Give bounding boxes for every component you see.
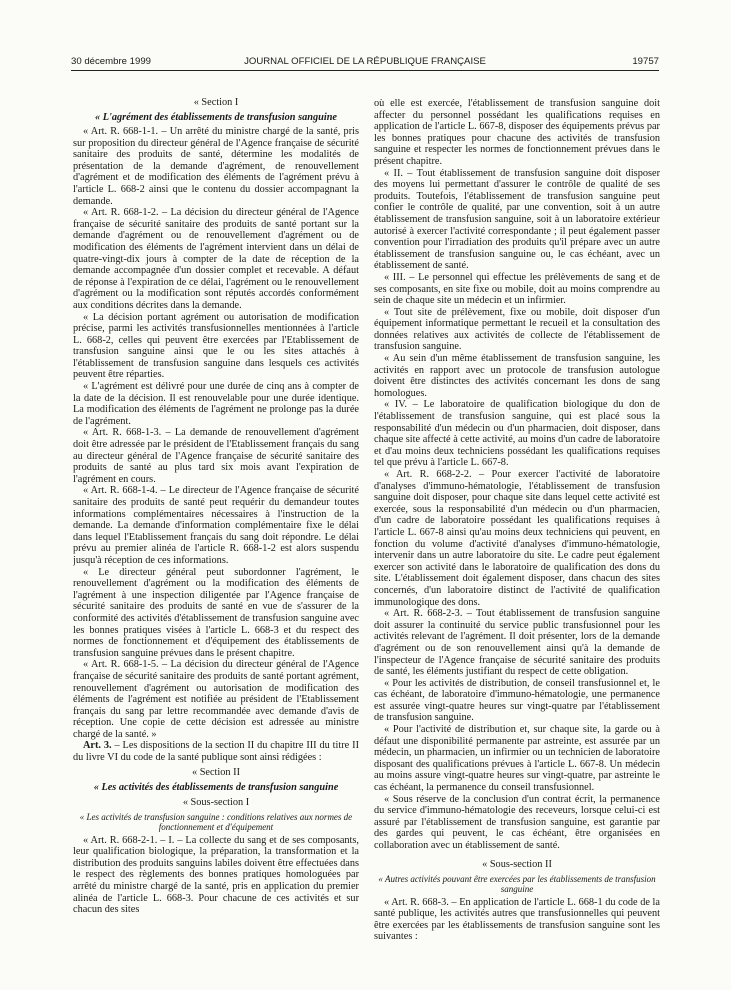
body-paragraph: « IV. – Le laboratoire de qualification biologique du don de l'établissement de transfusion sanguine, qui est placé sous la responsabilité d'un médecin ou d'un pharmacien, doit disposer, dans chaque site affecté à cette activité, au moins d'un cadre de laboratoire et d'au moins deux techniciens possédant les qualifications requises tel que prévu à l'article L. 667-8.	[374, 399, 660, 469]
body-paragraph: « Tout site de prélèvement, fixe ou mobile, doit disposer d'un équipement informatique permettant le recueil et la consultation des données relatives aux activités de collecte de l'établissement de transfusion sanguine.	[374, 306, 660, 353]
right-column	[374, 98, 660, 978]
left-column	[73, 94, 359, 974]
article-text: – Les dispositions de la section II du chapitre III du titre II du livre VI du code de la santé publique sont ainsi rédigées :	[73, 740, 359, 764]
spacer	[374, 852, 660, 856]
header-date: 30 décembre 1999	[71, 56, 152, 67]
section-subheading: « Les activités des établissements de transfusion sanguine	[93, 781, 339, 793]
header-rule	[71, 70, 659, 71]
body-paragraph: « Art. R. 668-2-1. – I. – La collecte du sang et de ses composants, leur qualification biologique, la préparation, la transformation et la distribution des produits sanguins labiles doivent être effectuées dans le respect des règlements des bonnes pratiques homologuées par arrêté du ministre chargé de la santé, pris en application du premier alinéa de l'article L. 668-3. Pour chacune de ces activités et sur chacun des sites	[73, 834, 359, 916]
article-number: Art. 3.	[83, 740, 112, 752]
section-subheading: « L'agrément des établissements de transfusion sanguine	[94, 112, 337, 123]
body-paragraph: « Art. R. 668-1-2. – La décision du directeur général de l'Agence française de sécurité sanitaire des produits de santé portant sur la demande d'agrément ou de renouvellement d'agrément ou de modification des éléments de l'agrément intervient dans un délai de quatre-vingt-dix jours à compter de la date de réception de la demande accompagnée d'un dossier complet et recevable. A défaut de réponse à l'expiration de ce délai, l'agrément ou le renouvellement d'agrément ou la modification sont réputés accordés conformément aux conditions décrites dans la demande.	[73, 207, 359, 311]
body-paragraph: « Art. R. 668-2-3. – Tout établissement de transfusion sanguine doit assurer la continuité du service public transfusionnel pour les activités relevant de l'agrément. Il doit présenter, lors de la demande d'agrément ou de son renouvellement ainsi qu'à la demande de l'inspecteur de l'Agence française de sécurité sanitaire des produits de santé, les éléments justifiant du respect de cette obligation.	[374, 608, 660, 678]
body-paragraph: où elle est exercée, l'établissement de transfusion sanguine doit affecter du personnel possédant les qualifications requises en application de l'article L. 667-8, disposer des équipements prévus par les bonnes pratiques pour chacune des activités de transfusion sanguine et respecter les normes de fonctionnement prévues dans le présent chapitre.	[374, 98, 660, 167]
body-paragraph: « Art. R. 668-3. – En application de l'article L. 668-1 du code de la santé publique, les activités autres que transfusionnelles qui peuvent être exercées par les établissements de transfusion sanguine sont les suivantes :	[374, 896, 660, 943]
body-paragraph: « Art. R. 668-1-4. – Le directeur de l'Agence française de sécurité sanitaire des produits de santé peut requérir du demandeur toutes informations complémentaires nécessaires à l'instruction de la demande. La demande d'information complémentaire fixe le délai dans lequel l'Etablissement français du sang doit répondre. Le délai prévu au premier alinéa de l'article R. 668-1-2 est alors suspendu jusqu'à réception de ces informations.	[73, 485, 359, 566]
body-paragraph: « Art. R. 668-2-2. – Pour exercer l'activité de laboratoire d'analyses d'immuno-hématologie, l'établissement de transfusion sanguine doit disposer, pour chaque site dans lequel cette activité est exercée, sous la responsabilité d'un médecin ou d'un pharmacien, d'un cadre de laboratoire possédant les qualifications requises à l'article L. 667-8 ainsi qu'au moins deux techniciens qui peuvent, en fonction du volume d'activité d'analyses d'immuno-hématologie, intervenir dans un autre laboratoire du site. Le cadre peut également exercer son activité dans le laboratoire de qualification des dons du site. L'établissement doit également disposer, dans chacun des sites concernés, d'un laboratoire distinct de l'activité de qualification immunologique des dons.	[374, 469, 660, 608]
body-paragraph: « Pour les activités de distribution, de conseil transfusionnel et, le cas échéant, de laboratoire d'immuno-hématologie, une permanence est assurée vingt-quatre heures sur vingt-quatre par l'établissement de transfusion sanguine.	[374, 677, 660, 724]
section-heading: « Section I	[193, 97, 239, 108]
section-heading: « Section II	[191, 766, 241, 778]
header-journal-title: JOURNAL OFFICIEL DE LA RÉPUBLIQUE FRANÇAISE	[244, 56, 486, 67]
section-heading: « Sous-section II	[482, 858, 552, 870]
section-subheading: « Autres activités pouvant être exercées par les établissements de transfusion sanguine	[378, 873, 656, 895]
section-heading: « Sous-section I	[182, 796, 250, 808]
section-subheading: « Les activités de transfusion sanguine : conditions relatives aux normes de fonctionnement et d'équipement	[79, 811, 353, 833]
body-paragraph: « Art. R. 668-1-5. – La décision du directeur général de l'Agence française de sécurité sanitaire des produits de santé portant agrément, renouvellement d'agrément ou autorisation de modification des éléments de l'agrément est notifiée au président de l'Etablissement français du sang par lettre recommandée avec demande d'avis de réception. Une copie de cette décision est adressée au ministre chargé de la santé. »	[73, 659, 359, 740]
article-paragraph	[73, 740, 359, 763]
body-paragraph: « Art. R. 668-1-1. – Un arrêté du ministre chargé de la santé, pris sur proposition du directeur général de l'Agence française de sécurité sanitaire des produits de santé, détermine les modalités de présentation de la demande d'agrément, de renouvellement d'agrément et de modification des éléments de l'agrément prévu à l'article L. 668-2 ainsi que le contenu du dossier accompagnant la demande.	[73, 126, 359, 207]
body-paragraph: « L'agrément est délivré pour une durée de cinq ans à compter de la date de la décision. Il est renouvelable pour une durée identique. La modification des éléments de l'agrément ne prolonge pas la durée de l'agrément.	[73, 381, 359, 427]
body-paragraph: « La décision portant agrément ou autorisation de modification précise, parmi les activités transfusionnelles mentionnées à l'article L. 668-2, celles qui peuvent être exercées par l'Etablissement de transfusion sanguine ainsi que le ou les sites attachés à l'établissement de transfusion sanguine dans lesquels ces activités peuvent être réparties.	[73, 311, 359, 381]
body-paragraph: « Art. R. 668-1-3. – La demande de renouvellement d'agrément doit être adressée par le président de l'Etablissement français du sang au directeur général de l'Agence française de sécurité sanitaire des produits de santé au plus tard six mois avant l'expiration de l'agrément en cours.	[73, 427, 359, 485]
body-paragraph: « Le directeur général peut subordonner l'agrément, le renouvellement d'agrément ou la modification des éléments de l'agrément à une inspection diligentée par l'Agence française de sécurité sanitaire des produits de santé en vue de s'assurer de la conformité des activités d'établissement de transfusion sanguine avec les bonnes pratiques visées à l'article L. 668-3 et du respect des normes de fonctionnement et d'équipement des établissements de transfusion sanguine prévues dans le présent chapitre.	[73, 566, 359, 659]
body-paragraph: « Au sein d'un même établissement de transfusion sanguine, les activités en rapport avec un protocole de transfusion autologue doivent être distinctes des activités concernant les dons de sang homologues.	[374, 353, 660, 399]
body-paragraph: « Sous réserve de la conclusion d'un contrat écrit, la permanence du service d'immuno-hématologie des receveurs, lorsque celui-ci est assuré par l'établissement de transfusion sanguine, est garantie par des gardes qui peuvent, le cas échéant, être organisées en collaboration avec un établissement de santé.	[374, 793, 660, 851]
header-page-number: 19757	[632, 56, 659, 67]
body-paragraph: « II. – Tout établissement de transfusion sanguine doit disposer des moyens lui permettant d'assurer le contrôle de qualité de ses produits. Toutefois, l'établissement de transfusion sanguine peut confier le contrôle de qualité, par une convention, soit à un autre établissement de transfusion sanguine, soit à un laboratoire extérieur autorisé à exercer l'activité correspondante ; il peut également passer convention pour l'irradiation des produits qu'il prépare avec un autre établissement de transfusion sanguine ou, le cas échéant, avec un établissement de santé.	[374, 167, 660, 272]
body-paragraph: « Pour l'activité de distribution et, sur chaque site, la garde ou à défaut une disponibilité permanente par astreinte, est assurée par un médecin, un pharmacien, un infirmier ou un technicien de laboratoire disposant des qualifications prévues à l'article L. 667-8. Un médecin au moins assure vingt-quatre heures sur vingt-quatre, par astreinte le cas échéant, la permanence du conseil transfusionnel.	[374, 724, 660, 794]
body-paragraph: « III. – Le personnel qui effectue les prélèvements de sang et de ses composants, en site fixe ou mobile, doit au moins comprendre au sein de chaque site un médecin et un infirmier.	[374, 271, 660, 307]
